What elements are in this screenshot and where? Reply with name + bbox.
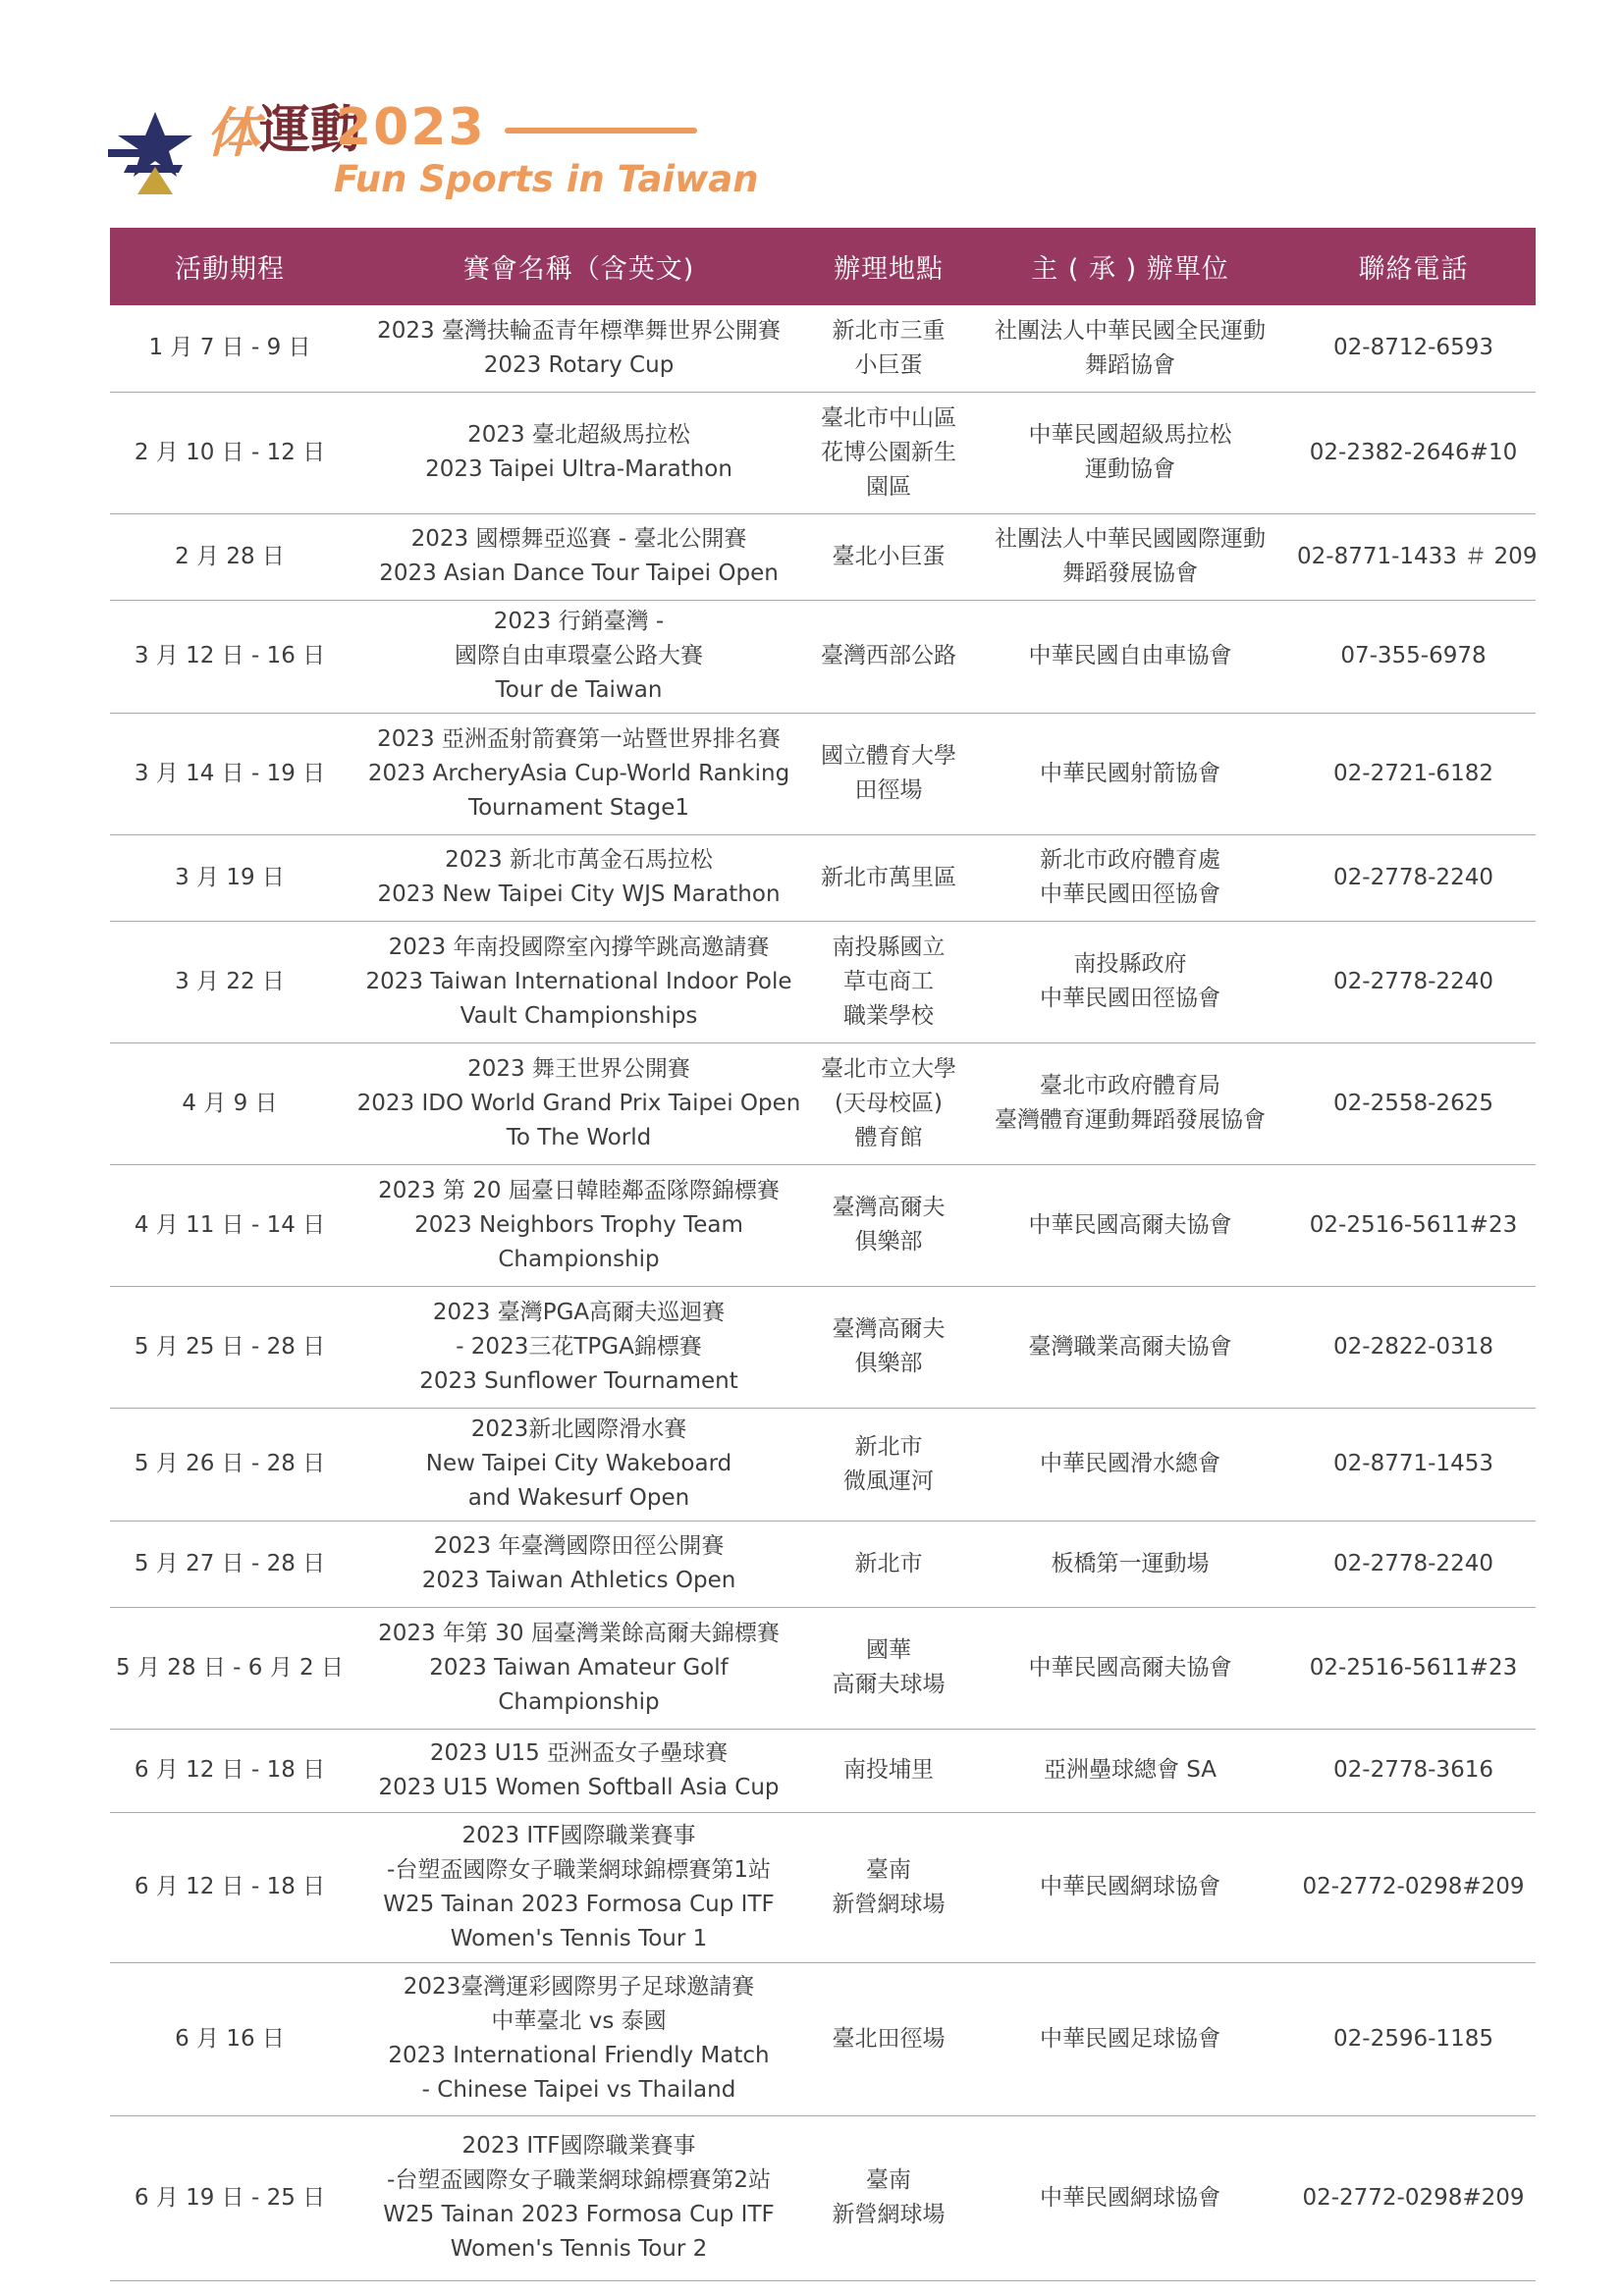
- table-row: [110, 1729, 1536, 1812]
- event-name-line: 2023 U15 Women Softball Asia Cup: [378, 1774, 780, 1800]
- table-row: [110, 713, 1536, 834]
- event-venue-line: 體育館: [854, 1124, 923, 1150]
- table-row: [110, 513, 1536, 600]
- event-name: [350, 1812, 808, 1962]
- page-header: [108, 98, 759, 206]
- event-name-line: 2023 臺北超級馬拉松: [467, 422, 690, 448]
- event-name-line: 2023 第 20 屆臺日韓睦鄰盃隊際錦標賽: [378, 1177, 780, 1203]
- event-organizer-line: 運動協會: [1085, 456, 1175, 482]
- event-phone: 02-2772-0298#209: [1291, 1812, 1536, 1962]
- event-name-line: 中華臺北 vs 泰國: [491, 2008, 667, 2034]
- event-venue-line: 臺北小巨蛋: [832, 543, 946, 569]
- event-name-line: -台塑盃國際女子職業網球錦標賽第2站: [387, 2167, 771, 2193]
- event-date: 3 月 22 日: [110, 921, 350, 1042]
- event-venue: [808, 921, 969, 1042]
- event-name-line: - Chinese Taipei vs Thailand: [421, 2077, 736, 2103]
- event-venue-line: 國立體育大學: [821, 743, 956, 769]
- table-row: [110, 392, 1536, 513]
- event-name-line: 2023 年第 30 屆臺灣業餘高爾夫錦標賽: [378, 1620, 780, 1646]
- col-header-organizer: 主 ( 承 ) 辦單位: [969, 228, 1291, 305]
- event-phone: 02-2516-5611#23: [1291, 1607, 1536, 1729]
- event-name-line: 2023 New Taipei City WJS Marathon: [377, 881, 781, 907]
- event-name: [350, 921, 808, 1042]
- event-organizer-line: 亞洲壘球總會 SA: [1043, 1757, 1218, 1783]
- event-organizer: [969, 1962, 1291, 2115]
- table-row: [110, 1521, 1536, 1607]
- event-name-line: and Wakesurf Open: [467, 1485, 690, 1511]
- event-organizer: [969, 921, 1291, 1042]
- event-organizer-line: 南投縣政府: [1073, 951, 1187, 977]
- event-venue-line: 新北市: [854, 1550, 923, 1576]
- event-name-line: Vault Championships: [460, 1002, 698, 1029]
- event-name: [350, 392, 808, 513]
- event-phone: 02-2772-0298#209: [1291, 2115, 1536, 2280]
- event-venue: [808, 513, 969, 600]
- event-phone: 02-2558-2625: [1291, 1042, 1536, 1164]
- event-name-line: 2023 IDO World Grand Prix Taipei Open: [356, 1090, 801, 1116]
- event-venue-line: 臺南: [866, 2167, 911, 2193]
- event-name-line: 2023 Sunflower Tournament: [419, 1367, 738, 1394]
- col-header-name: 賽會名稱（含英文): [350, 228, 808, 305]
- table-row: [110, 1408, 1536, 1521]
- event-name-line: Women's Tennis Tour 1: [450, 1925, 708, 1951]
- event-name-line: 2023 新北市萬金石馬拉松: [445, 847, 713, 873]
- event-venue: [808, 1729, 969, 1812]
- logo-tagline: Fun Sports in Taiwan: [334, 158, 759, 200]
- event-venue-line: 田徑場: [854, 777, 923, 803]
- event-venue-line: 南投埔里: [843, 1757, 934, 1783]
- event-venue-line: 臺北田徑場: [832, 2025, 946, 2052]
- event-name-line: 2023 臺灣PGA高爾夫巡迴賽: [432, 1299, 726, 1325]
- table-row: [110, 1286, 1536, 1408]
- event-organizer-line: 舞蹈協會: [1085, 351, 1175, 378]
- event-venue-line: 微風運河: [843, 1468, 934, 1494]
- event-venue: [808, 2115, 969, 2280]
- event-name-line: 2023 臺灣扶輪盃青年標準舞世界公開賽: [377, 317, 781, 344]
- table-row: [110, 1812, 1536, 1962]
- event-venue: [808, 1286, 969, 1408]
- event-organizer: [969, 1286, 1291, 1408]
- event-name-line: Tournament Stage1: [467, 794, 690, 821]
- table-row: [110, 305, 1536, 392]
- event-name: [350, 1042, 808, 1164]
- event-date: 5 月 27 日 - 28 日: [110, 1521, 350, 1607]
- event-venue: [808, 1962, 969, 2115]
- event-organizer-line: 中華民國網球協會: [1040, 1874, 1220, 1899]
- event-phone: 02-8712-6593: [1291, 305, 1536, 392]
- event-phone: 02-8771-1433 ＃ 209: [1291, 513, 1536, 600]
- event-venue: [808, 1521, 969, 1607]
- event-organizer: [969, 1521, 1291, 1607]
- table-body: [110, 305, 1536, 2280]
- event-venue-line: 臺北市立大學: [821, 1055, 956, 1082]
- event-venue-line: 草屯商工: [843, 968, 934, 994]
- event-name-line: 2023 Taiwan Athletics Open: [421, 1568, 736, 1593]
- event-venue-line: (天母校區): [835, 1090, 943, 1116]
- event-organizer-line: 中華民國田徑協會: [1040, 986, 1220, 1011]
- event-organizer-line: 新北市政府體育處: [1040, 847, 1220, 873]
- event-organizer-line: 中華民國高爾夫協會: [1028, 1654, 1232, 1681]
- event-organizer: [969, 834, 1291, 921]
- event-name: [350, 1521, 808, 1607]
- event-phone: 02-2778-3616: [1291, 1729, 1536, 1812]
- event-name: [350, 713, 808, 834]
- event-name: [350, 1164, 808, 1286]
- event-name-line: 2023新北國際滑水賽: [470, 1416, 687, 1442]
- event-venue-line: 新北市萬里區: [821, 864, 956, 890]
- event-phone: 02-2382-2646#10: [1291, 392, 1536, 513]
- event-name-line: 2023 行銷臺灣 -: [493, 609, 665, 634]
- event-organizer-line: 社團法人中華民國全民運動: [995, 317, 1266, 344]
- event-phone: 02-2516-5611#23: [1291, 1164, 1536, 1286]
- logo-char-fun: 体: [206, 102, 259, 164]
- event-name: [350, 600, 808, 713]
- event-name-line: 2023 亞洲盃射箭賽第一站暨世界排名賽: [377, 725, 781, 752]
- event-date: 3 月 14 日 - 19 日: [110, 713, 350, 834]
- event-phone: 02-2778-2240: [1291, 921, 1536, 1042]
- table-row: [110, 834, 1536, 921]
- event-venue: [808, 1812, 969, 1962]
- event-venue: [808, 1607, 969, 1729]
- event-phone: 02-2596-1185: [1291, 1962, 1536, 2115]
- event-phone: 02-2778-2240: [1291, 1521, 1536, 1607]
- event-venue: [808, 1408, 969, 1521]
- event-date: 6 月 12 日 - 18 日: [110, 1812, 350, 1962]
- event-venue: [808, 1164, 969, 1286]
- event-organizer: [969, 1042, 1291, 1164]
- event-venue-line: 新營網球場: [832, 1891, 946, 1917]
- event-phone: 02-8771-1453: [1291, 1408, 1536, 1521]
- event-name-line: 2023 Neighbors Trophy Team: [414, 1211, 743, 1238]
- event-organizer-line: 中華民國網球協會: [1040, 2184, 1220, 2211]
- event-date: 5 月 28 日 - 6 月 2 日: [110, 1607, 350, 1729]
- table-row: [110, 921, 1536, 1042]
- event-organizer-line: 中華民國田徑協會: [1040, 881, 1220, 907]
- event-phone: 07-355-6978: [1291, 600, 1536, 713]
- events-table: [110, 228, 1536, 2281]
- table-row: [110, 1962, 1536, 2115]
- event-name-line: -台塑盃國際女子職業網球錦標賽第1站: [387, 1856, 771, 1883]
- event-name: [350, 513, 808, 600]
- event-organizer-line: 中華民國射箭協會: [1040, 760, 1220, 786]
- event-name-line: 2023 舞王世界公開賽: [467, 1055, 690, 1082]
- logo-year: 2023: [336, 98, 486, 157]
- event-organizer: [969, 1812, 1291, 1962]
- event-venue: [808, 713, 969, 834]
- event-venue-line: 南投縣國立: [832, 934, 946, 960]
- event-organizer-line: 社團法人中華民國國際運動: [995, 526, 1266, 552]
- event-venue-line: 新北市: [854, 1433, 923, 1460]
- event-name-line: 2023 ArcheryAsia Cup-World Ranking: [367, 760, 790, 786]
- event-name: [350, 1607, 808, 1729]
- event-venue-line: 臺北市中山區: [821, 404, 956, 431]
- event-venue-line: 高爾夫球場: [832, 1672, 946, 1697]
- event-organizer-line: 板橋第一運動場: [1051, 1550, 1210, 1576]
- event-date: 2 月 28 日: [110, 513, 350, 600]
- event-phone: 02-2822-0318: [1291, 1286, 1536, 1408]
- event-name-line: W25 Tainan 2023 Formosa Cup ITF: [383, 2202, 775, 2227]
- event-name-line: 2023臺灣運彩國際男子足球邀請賽: [403, 1974, 755, 2000]
- col-header-venue: 辦理地點: [808, 228, 969, 305]
- event-name: [350, 1286, 808, 1408]
- event-name-line: 2023 International Friendly Match: [388, 2043, 770, 2068]
- event-organizer: [969, 305, 1291, 392]
- event-date: 5 月 25 日 - 28 日: [110, 1286, 350, 1408]
- event-name-line: W25 Tainan 2023 Formosa Cup ITF: [383, 1891, 775, 1917]
- event-venue: [808, 392, 969, 513]
- event-name-line: Championship: [498, 1688, 660, 1715]
- event-venue: [808, 600, 969, 713]
- event-name-line: 2023 Taipei Ultra-Marathon: [425, 456, 732, 482]
- event-organizer-line: 臺灣體育運動舞蹈發展協會: [995, 1107, 1266, 1133]
- event-name-line: 2023 Taiwan International Indoor Pole: [365, 968, 792, 994]
- event-name: [350, 1729, 808, 1812]
- event-venue-line: 花博公園新生: [821, 439, 956, 465]
- event-venue-line: 新北市三重: [832, 317, 946, 344]
- event-name-line: 2023 Rotary Cup: [483, 351, 675, 378]
- event-name-line: 2023 Taiwan Amateur Golf: [429, 1654, 729, 1681]
- logo-chars-text: 運動: [259, 101, 362, 160]
- event-organizer: [969, 1408, 1291, 1521]
- event-organizer: [969, 2115, 1291, 2280]
- logo-underline: [505, 128, 697, 133]
- event-organizer: [969, 713, 1291, 834]
- event-name-line: Tour de Taiwan: [495, 677, 663, 703]
- event-organizer-line: 臺灣職業高爾夫協會: [1028, 1333, 1232, 1360]
- event-name: [350, 1962, 808, 2115]
- event-date: 1 月 7 日 - 9 日: [110, 305, 350, 392]
- event-organizer: [969, 1607, 1291, 1729]
- event-name-line: 2023 U15 亞洲盃女子壘球賽: [429, 1739, 729, 1766]
- event-venue-line: 職業學校: [843, 1002, 934, 1029]
- event-name: [350, 1408, 808, 1521]
- col-header-phone: 聯絡電話: [1291, 228, 1536, 305]
- event-organizer: [969, 1729, 1291, 1812]
- event-venue: [808, 1042, 969, 1164]
- col-header-date: 活動期程: [110, 228, 350, 305]
- event-venue-line: 小巨蛋: [854, 351, 923, 378]
- event-date: 4 月 11 日 - 14 日: [110, 1164, 350, 1286]
- event-organizer-line: 中華民國高爾夫協會: [1028, 1211, 1232, 1238]
- event-organizer-line: 舞蹈發展協會: [1062, 561, 1198, 586]
- event-venue-line: 臺灣西部公路: [821, 643, 956, 668]
- event-date: 6 月 12 日 - 18 日: [110, 1729, 350, 1812]
- event-name-line: 2023 ITF國際職業賽事: [461, 2133, 696, 2159]
- event-name-line: - 2023三花TPGA錦標賽: [456, 1333, 702, 1360]
- table-header-row: [110, 228, 1536, 305]
- event-organizer-line: 中華民國超級馬拉松: [1028, 422, 1232, 448]
- event-venue-line: 臺灣高爾夫: [832, 1316, 946, 1342]
- event-phone: 02-2778-2240: [1291, 834, 1536, 921]
- table-row: [110, 1607, 1536, 1729]
- event-name-line: 2023 年臺灣國際田徑公開賽: [433, 1533, 725, 1559]
- event-venue-line: 國華: [866, 1637, 911, 1663]
- event-venue-line: 俱樂部: [854, 1351, 923, 1376]
- event-venue: [808, 834, 969, 921]
- event-date: 6 月 16 日: [110, 1962, 350, 2115]
- event-name: [350, 2115, 808, 2280]
- event-date: 2 月 10 日 - 12 日: [110, 392, 350, 513]
- event-date: 3 月 12 日 - 16 日: [110, 600, 350, 713]
- event-organizer-line: 臺北市政府體育局: [1040, 1073, 1220, 1098]
- event-name-line: New Taipei City Wakeboard: [425, 1451, 732, 1476]
- event-organizer-line: 中華民國足球協會: [1040, 2025, 1220, 2052]
- event-venue: [808, 305, 969, 392]
- table-row: [110, 1164, 1536, 1286]
- event-name-line: 2023 Asian Dance Tour Taipei Open: [379, 561, 779, 586]
- event-name-line: Women's Tennis Tour 2: [450, 2236, 708, 2262]
- event-name-line: To The World: [506, 1124, 652, 1150]
- event-name-line: Championship: [498, 1246, 660, 1272]
- event-name: [350, 834, 808, 921]
- table-row: [110, 600, 1536, 713]
- event-phone: 02-2721-6182: [1291, 713, 1536, 834]
- event-venue-line: 臺灣高爾夫: [832, 1195, 946, 1220]
- logo-emblem-icon: [108, 110, 202, 194]
- event-date: 4 月 9 日: [110, 1042, 350, 1164]
- table-row: [110, 2115, 1536, 2280]
- event-date: 6 月 19 日 - 25 日: [110, 2115, 350, 2280]
- event-organizer-line: 中華民國自由車協會: [1028, 643, 1232, 668]
- event-organizer: [969, 513, 1291, 600]
- event-name-line: 2023 國標舞亞巡賽 - 臺北公開賽: [410, 526, 747, 552]
- event-venue-line: 俱樂部: [854, 1229, 923, 1255]
- table-row: [110, 1042, 1536, 1164]
- event-venue-line: 園區: [866, 473, 911, 500]
- event-organizer: [969, 392, 1291, 513]
- event-name-line: 2023 年南投國際室內撐竿跳高邀請賽: [388, 934, 770, 960]
- event-organizer-line: 中華民國滑水總會: [1040, 1451, 1220, 1476]
- event-name-line: 國際自由車環臺公路大賽: [455, 643, 703, 668]
- event-organizer: [969, 1164, 1291, 1286]
- event-date: 5 月 26 日 - 28 日: [110, 1408, 350, 1521]
- event-organizer: [969, 600, 1291, 713]
- event-venue-line: 臺南: [866, 1856, 911, 1883]
- event-name: [350, 305, 808, 392]
- event-date: 3 月 19 日: [110, 834, 350, 921]
- event-venue-line: 新營網球場: [832, 2202, 946, 2227]
- event-name-line: 2023 ITF國際職業賽事: [461, 1822, 696, 1848]
